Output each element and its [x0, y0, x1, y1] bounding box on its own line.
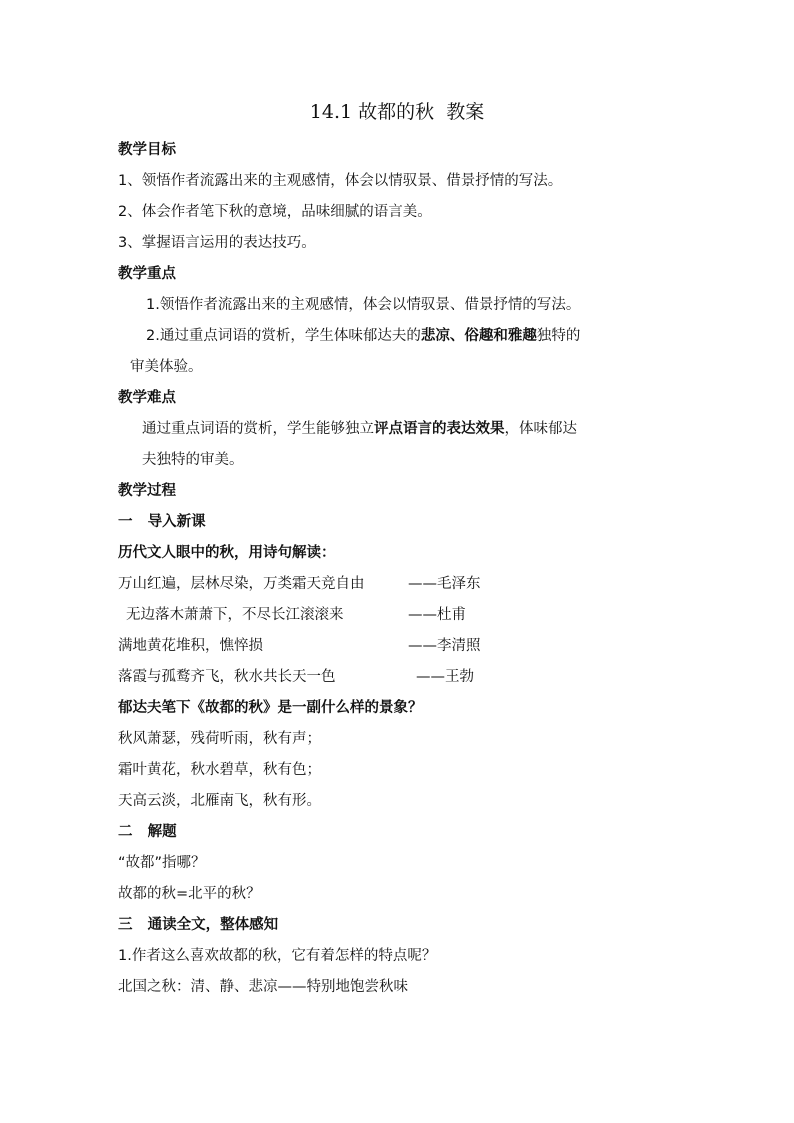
- goal-item: 1、领悟作者流露出来的主观感情，体会以情驭景、借景抒情的写法。: [118, 173, 563, 189]
- question-line: 故都的秋=北平的秋？: [118, 886, 261, 902]
- poem-author: ——王勃: [416, 669, 474, 685]
- question-line: 1.作者这么喜欢故都的秋，它有着怎样的特点呢？: [118, 948, 437, 964]
- part-heading-intro: 一 导入新课: [118, 514, 206, 530]
- document-title: 14.1 故都的秋 教案: [309, 101, 485, 123]
- poem-line: 满地黄花堆积，憔悴损: [118, 638, 263, 654]
- poem-author: ——毛泽东: [408, 576, 481, 592]
- scene-line: 秋风萧瑟，残荷听雨，秋有声；: [118, 731, 321, 747]
- poem-author: ——李清照: [408, 638, 481, 654]
- part-heading-title-analysis: 二 解题: [118, 824, 177, 840]
- emphasis-text: 雅趣: [507, 328, 537, 344]
- section-heading-process: 教学过程: [118, 483, 176, 499]
- poem-line: 落霞与孤鹜齐飞，秋水共长天一色: [118, 669, 336, 685]
- key-point-item: [146, 326, 580, 346]
- key-point-continuation: 审美体验。: [130, 359, 203, 375]
- section-heading-goals: 教学目标: [118, 142, 176, 158]
- emphasis-text: 、: [449, 328, 465, 344]
- section-heading-difficulties: 教学难点: [118, 390, 176, 406]
- difficulty-text: ，体味郁达: [504, 421, 577, 437]
- question-heading: 郁达夫笔下《故都的秋》是一副什么样的景象？: [118, 700, 423, 716]
- poem-author: ——杜甫: [408, 607, 466, 623]
- section-heading-key-points: 教学重点: [118, 266, 176, 282]
- emphasis-text: 和: [493, 328, 508, 344]
- difficulty-continuation: 夫独特的审美。: [142, 452, 244, 468]
- goal-item: 3、掌握语言运用的表达技巧。: [118, 235, 316, 251]
- scene-line: 天高云淡，北雁南飞，秋有形。: [118, 793, 321, 809]
- key-point-text: 2.通过重点词语的赏析，学生体味郁达夫的: [146, 328, 421, 344]
- key-point-text: 独特的: [536, 328, 581, 344]
- answer-line: 北国之秋：清、静、悲凉——特别地饱尝秋味: [118, 979, 408, 995]
- question-line: “故都”指哪？: [118, 855, 206, 871]
- emphasis-text: 俗趣: [464, 328, 494, 344]
- subheading-poems: 历代文人眼中的秋，用诗句解读：: [118, 545, 336, 561]
- goal-item: 2、体会作者笔下秋的意境，品味细腻的语言美。: [118, 204, 432, 220]
- poem-line: 万山红遍，层林尽染，万类霜天竞自由: [118, 576, 365, 592]
- emphasis-text: 评点语言的表达效果: [374, 421, 505, 437]
- difficulty-item: [142, 419, 577, 439]
- poem-line: 无边落木萧萧下，不尽长江滚滚来: [126, 607, 344, 623]
- scene-line: 霜叶黄花，秋水碧草，秋有色；: [118, 762, 321, 778]
- emphasis-text: 悲凉: [420, 328, 450, 344]
- difficulty-text: 通过重点词语的赏析，学生能够独立: [142, 421, 374, 437]
- part-heading-reading: 三 通读全文，整体感知: [118, 917, 279, 933]
- key-point-item: 1.领悟作者流露出来的主观感情，体会以情驭景、借景抒情的写法。: [146, 297, 581, 313]
